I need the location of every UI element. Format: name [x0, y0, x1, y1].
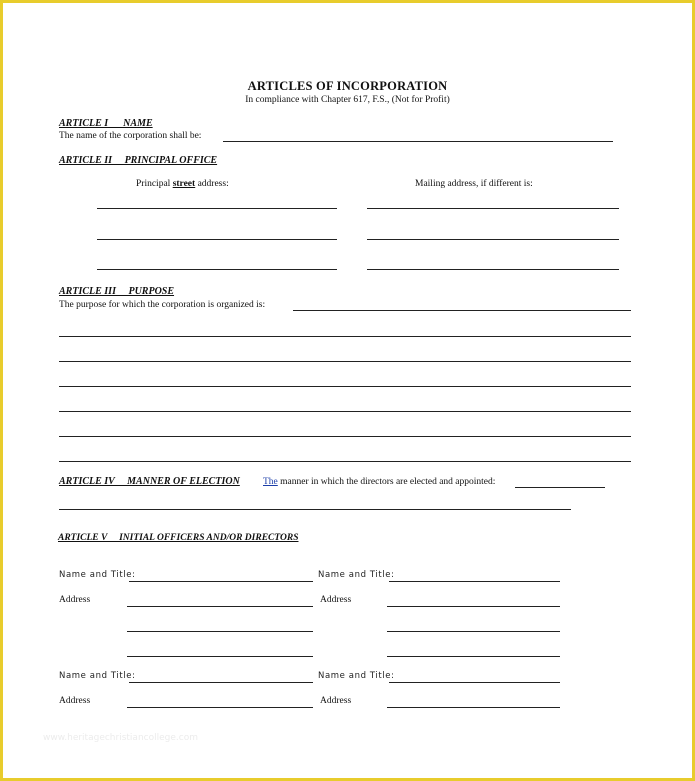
officer-2-address-label: Address	[320, 595, 352, 605]
officer-3-name-title-label: Name and Title:	[59, 671, 136, 681]
article-5-heading: ARTICLE V INITIAL OFFICERS AND/OR DIRECTORS	[58, 533, 299, 543]
document-subtitle: In compliance with Chapter 617, F.S., (Not for Profit)	[245, 95, 450, 105]
officer-2-address-line-1[interactable]	[387, 606, 560, 607]
article-2-heading: ARTICLE II PRINCIPAL OFFICE	[59, 155, 218, 166]
officer-1-address-line-2[interactable]	[127, 631, 313, 632]
watermark: www.heritagechristiancollege.com	[43, 733, 198, 743]
election-label: The manner in which the directors are elected and appointed:	[263, 477, 496, 487]
mailing-address-label: Mailing address, if different is:	[415, 179, 533, 189]
purpose-line-7[interactable]	[59, 461, 631, 462]
street-address-label: Principal street address:	[136, 179, 229, 189]
article-1-heading: ARTICLE I NAME	[59, 118, 153, 129]
purpose-line-2[interactable]	[59, 336, 631, 337]
officer-2-address-line-2[interactable]	[387, 631, 560, 632]
document-title: ARTICLES OF INCORPORATION	[247, 79, 448, 93]
purpose-label: The purpose for which the corporation is organized is:	[59, 300, 266, 310]
election-line-2[interactable]	[59, 509, 571, 510]
corporation-name-label: The name of the corporation shall be:	[59, 131, 202, 141]
officer-3-name-title-field[interactable]	[129, 682, 313, 683]
purpose-line-4[interactable]	[59, 386, 631, 387]
officer-1-name-title-label: Name and Title:	[59, 570, 136, 580]
officer-4-name-title-label: Name and Title:	[318, 671, 395, 681]
street-address-line-3[interactable]	[97, 269, 337, 270]
article-4-heading: ARTICLE IV MANNER OF ELECTION	[59, 476, 240, 487]
officer-1-name-title-field[interactable]	[129, 581, 313, 582]
mailing-address-line-3[interactable]	[367, 269, 619, 270]
article-3-heading: ARTICLE III PURPOSE	[59, 286, 175, 297]
officer-4-address-line-1[interactable]	[387, 707, 560, 708]
purpose-line-1[interactable]	[293, 310, 631, 311]
officer-2-name-title-field[interactable]	[389, 581, 560, 582]
officer-2-name-title-label: Name and Title:	[318, 570, 395, 580]
corporation-name-field[interactable]	[223, 141, 613, 142]
officer-3-address-label: Address	[59, 696, 91, 706]
street-address-line-1[interactable]	[97, 208, 337, 209]
election-line-1[interactable]	[515, 487, 605, 488]
officer-4-address-label: Address	[320, 696, 352, 706]
mailing-address-line-2[interactable]	[367, 239, 619, 240]
officer-3-address-line-1[interactable]	[127, 707, 313, 708]
purpose-line-3[interactable]	[59, 361, 631, 362]
officer-1-address-line-1[interactable]	[127, 606, 313, 607]
officer-2-address-line-3[interactable]	[387, 656, 560, 657]
mailing-address-line-1[interactable]	[367, 208, 619, 209]
officer-1-address-line-3[interactable]	[127, 656, 313, 657]
street-address-line-2[interactable]	[97, 239, 337, 240]
officer-1-address-label: Address	[59, 595, 91, 605]
officer-4-name-title-field[interactable]	[389, 682, 560, 683]
purpose-line-5[interactable]	[59, 411, 631, 412]
purpose-line-6[interactable]	[59, 436, 631, 437]
